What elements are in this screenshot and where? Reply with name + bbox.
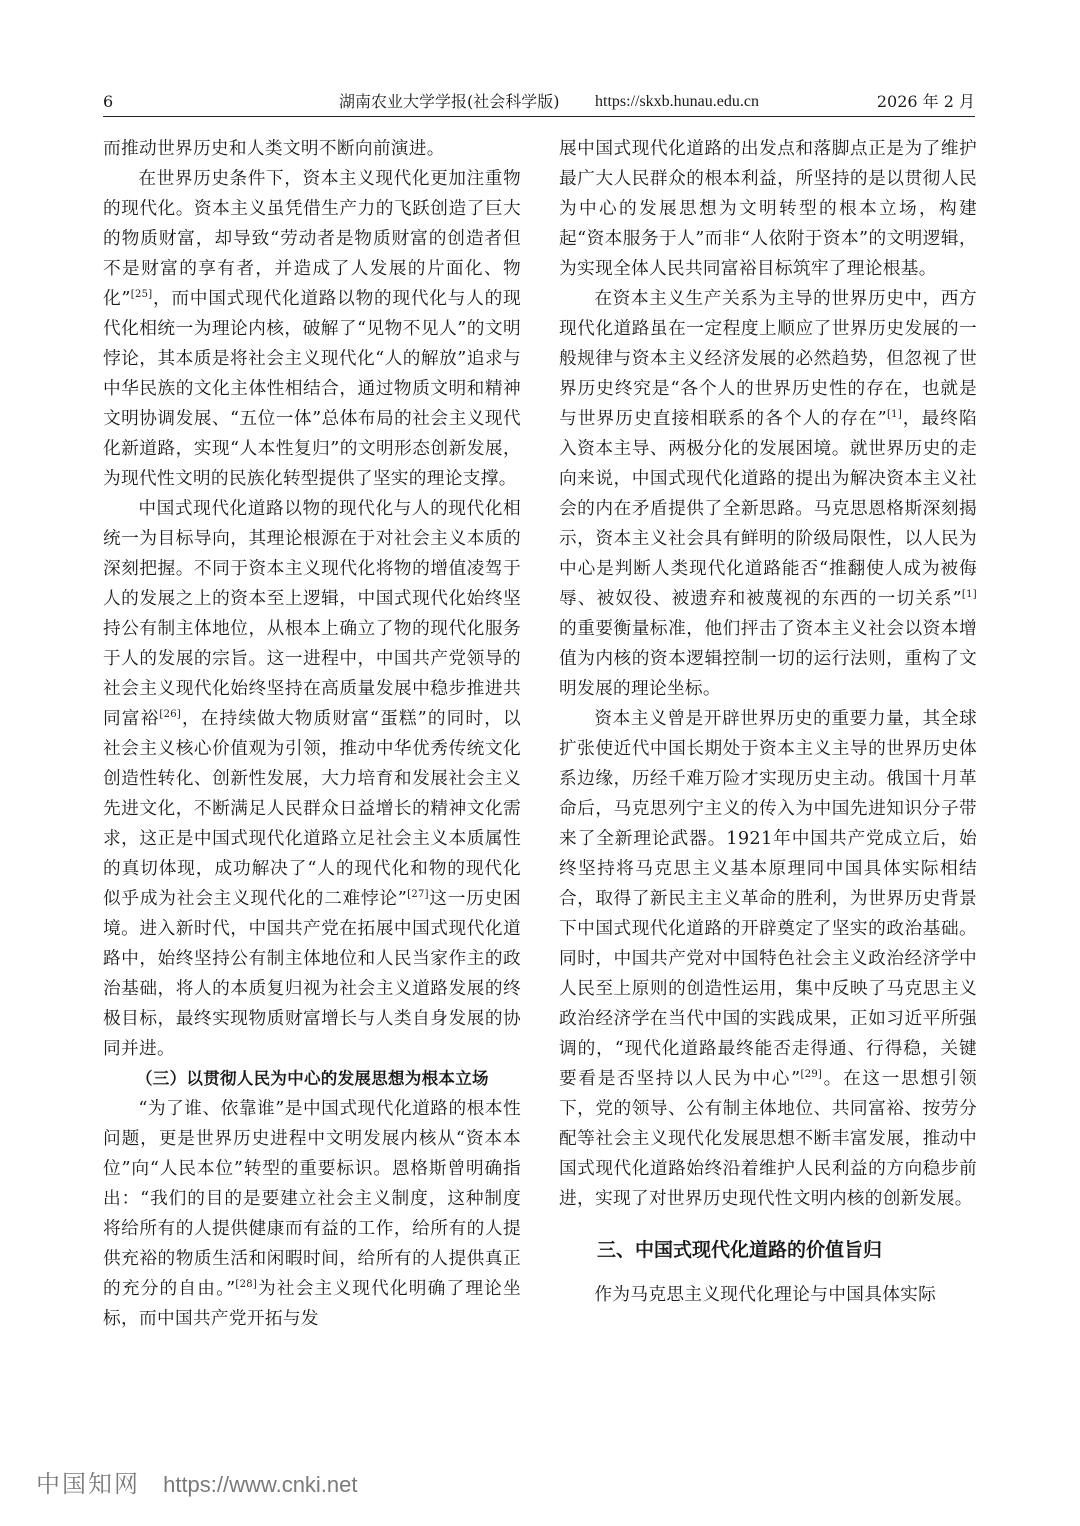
- paragraph: 在资本主义生产关系为主导的世界历史中，西方现代化道路虽在一定程度上顺应了世界历史发展的一般规律与资本主义经济发展的必然趋势，但忽视了世界历史终究是“各个人的世界历史性的存在，也就是与世界历史直接相联系的各个人的存在”[1]，最终陷入资本主导、两极分化的发展困境。就世界历史的走向来说，中国式现代化道路的提出为解决资本主义社会的内在矛盾提供了全新思路。马克思恩格斯深刻揭示，资本主义社会具有鲜明的阶级局限性，以人民为中心是判断人类现代化道路能否“推翻使人成为被侮辱、被奴役、被遗弃和被蔑视的东西的一切关系”[1]的重要衡量标准，他们抨击了资本主义社会以资本增值为内核的资本逻辑控制一切的运行法则，重构了文明发展的理论坐标。: [559, 289, 977, 699]
- paragraph: 中国式现代化道路以物的现代化与人的现代化相统一为目标导向，其理论根源在于对社会主义本质的深刻把握。不同于资本主义现代化将物的增值凌驾于人的发展之上的资本至上逻辑，中国式现代化始终坚持公有制主体地位，从根本上确立了物的现代化服务于人的发展的宗旨。这一进程中，中国共产党领导的社会主义现代化始终坚持在高质量发展中稳步推进共同富裕[26]，在持续做大物质财富“蛋糕”的同时，以社会主义核心价值观为引领，推动中华优秀传统文化创造性转化、创新性发展，大力培育和发展社会主义先进文化，不断满足人民群众日益增长的精神文化需求，这正是中国式现代化道路立足社会主义本质属性的真切体现，成功解决了“人的现代化和物的现代化似乎成为社会主义现代化的二难悖论”[27]这一历史困境。进入新时代，中国共产党在拓展中国式现代化道路中，始终坚持公有制主体地位和人民当家作主的政治基础，将人的本质复归视为社会主义道路发展的终极目标，最终实现物质财富增长与人类自身发展的协同并进。: [103, 499, 521, 1059]
- citation-ref[interactable]: [29]: [800, 1069, 823, 1080]
- citation-ref[interactable]: [1]: [961, 589, 977, 600]
- paragraph: 作为马克思主义现代化理论与中国具体实际: [594, 1285, 937, 1305]
- section-heading: 三、中国式现代化道路的价值旨归: [597, 1239, 883, 1261]
- citation-ref[interactable]: [25]: [130, 289, 153, 300]
- left-column: [103, 134, 521, 1334]
- journal-url[interactable]: https://skxb.hunau.edu.cn: [595, 93, 759, 110]
- citation-ref[interactable]: [26]: [159, 709, 182, 720]
- running-header: [103, 88, 975, 117]
- right-column: [559, 134, 977, 1310]
- issue-date: 2026 年 2 月: [876, 92, 975, 111]
- paragraph-continued: 展中国式现代化道路的出发点和落脚点正是为了维护最广大人民群众的根本利益，所坚持的是以贯彻人民为中心的发展思想为文明转型的根本立场，构建起“资本服务于人”而非“人依附于资本”的文明逻辑，为实现全体人民共同富裕目标筑牢了理论根基。: [559, 139, 977, 279]
- cnki-logo: 中国知网: [36, 1470, 140, 1498]
- paragraph: 资本主义曾是开辟世界历史的重要力量，其全球扩张使近代中国长期处于资本主义主导的世界历史体系边缘，历经千难万险才实现历史主动。俄国十月革命后，马克思列宁主义的传入为中国先进知识分子带来了全新理论武器。1921年中国共产党成立后，始终坚持将马克思主义基本原理同中国具体实际相结合，取得了新民主主义革命的胜利，为世界历史背景下中国式现代化道路的开辟奠定了坚实的政治基础。同时，中国共产党对中国特色社会主义政治经济学中人民至上原则的创造性运用，集中反映了马克思主义政治经济学在当代中国的实践成果，正如习近平所强调的，“现代化道路最终能否走得通、行得稳，关键要看是否坚持以人民为中心”[29]。在这一思想引领下，党的领导、公有制主体地位、共同富裕、按劳分配等社会主义现代化发展思想不断丰富发展，推动中国式现代化道路始终沿着维护人民利益的方向稳步前进，实现了对世界历史现代性文明内核的创新发展。: [559, 709, 977, 1209]
- cnki-watermark: [36, 1464, 358, 1500]
- citation-ref[interactable]: [28]: [235, 1279, 258, 1290]
- subsection-heading: （三）以贯彻人民为中心的发展思想为根本立场: [136, 1069, 489, 1088]
- paragraph-continued: 而推动世界历史和人类文明不断向前演进。: [103, 139, 445, 159]
- journal-title: 湖南农业大学学报(社会科学版): [339, 92, 560, 111]
- citation-ref[interactable]: [1]: [886, 409, 903, 420]
- citation-ref[interactable]: [27]: [407, 889, 429, 900]
- paragraph: “为了谁、依靠谁”是中国式现代化道路的根本性问题，更是世界历史进程中文明发展内核从“资本本位”向“人民本位”转型的重要标识。恩格斯曾明确指出：“我们的目的是要建立社会主义制度，这种制度将给所有的人提供健康而有益的工作，给所有的人提供充裕的物质生活和闲暇时间，给所有的人提供真正的充分的自由。”[28]为社会主义现代化明确了理论坐标，而中国共产党开拓与发: [103, 1099, 522, 1329]
- page-number: 6: [103, 92, 114, 111]
- paragraph: 在世界历史条件下，资本主义现代化更加注重物的现代化。资本主义虽凭借生产力的飞跃创造了巨大的物质财富，却导致“劳动者是物质财富的创造者但不是财富的享有者，并造成了人发展的片面化、物化”[25]，而中国式现代化道路以物的现代化与人的现代化相统一为理论内核，破解了“见物不见人”的文明悖论，其本质是将社会主义现代化“人的解放”追求与中华民族的文化主体性相结合，通过物质文明和精神文明协调发展、“五位一体”总体布局的社会主义现代化新道路，实现“人本性复归”的文明形态创新发展，为现代性文明的民族化转型提供了坚实的理论支撑。: [103, 169, 521, 489]
- cnki-url: https://www.cnki.net: [163, 1472, 358, 1497]
